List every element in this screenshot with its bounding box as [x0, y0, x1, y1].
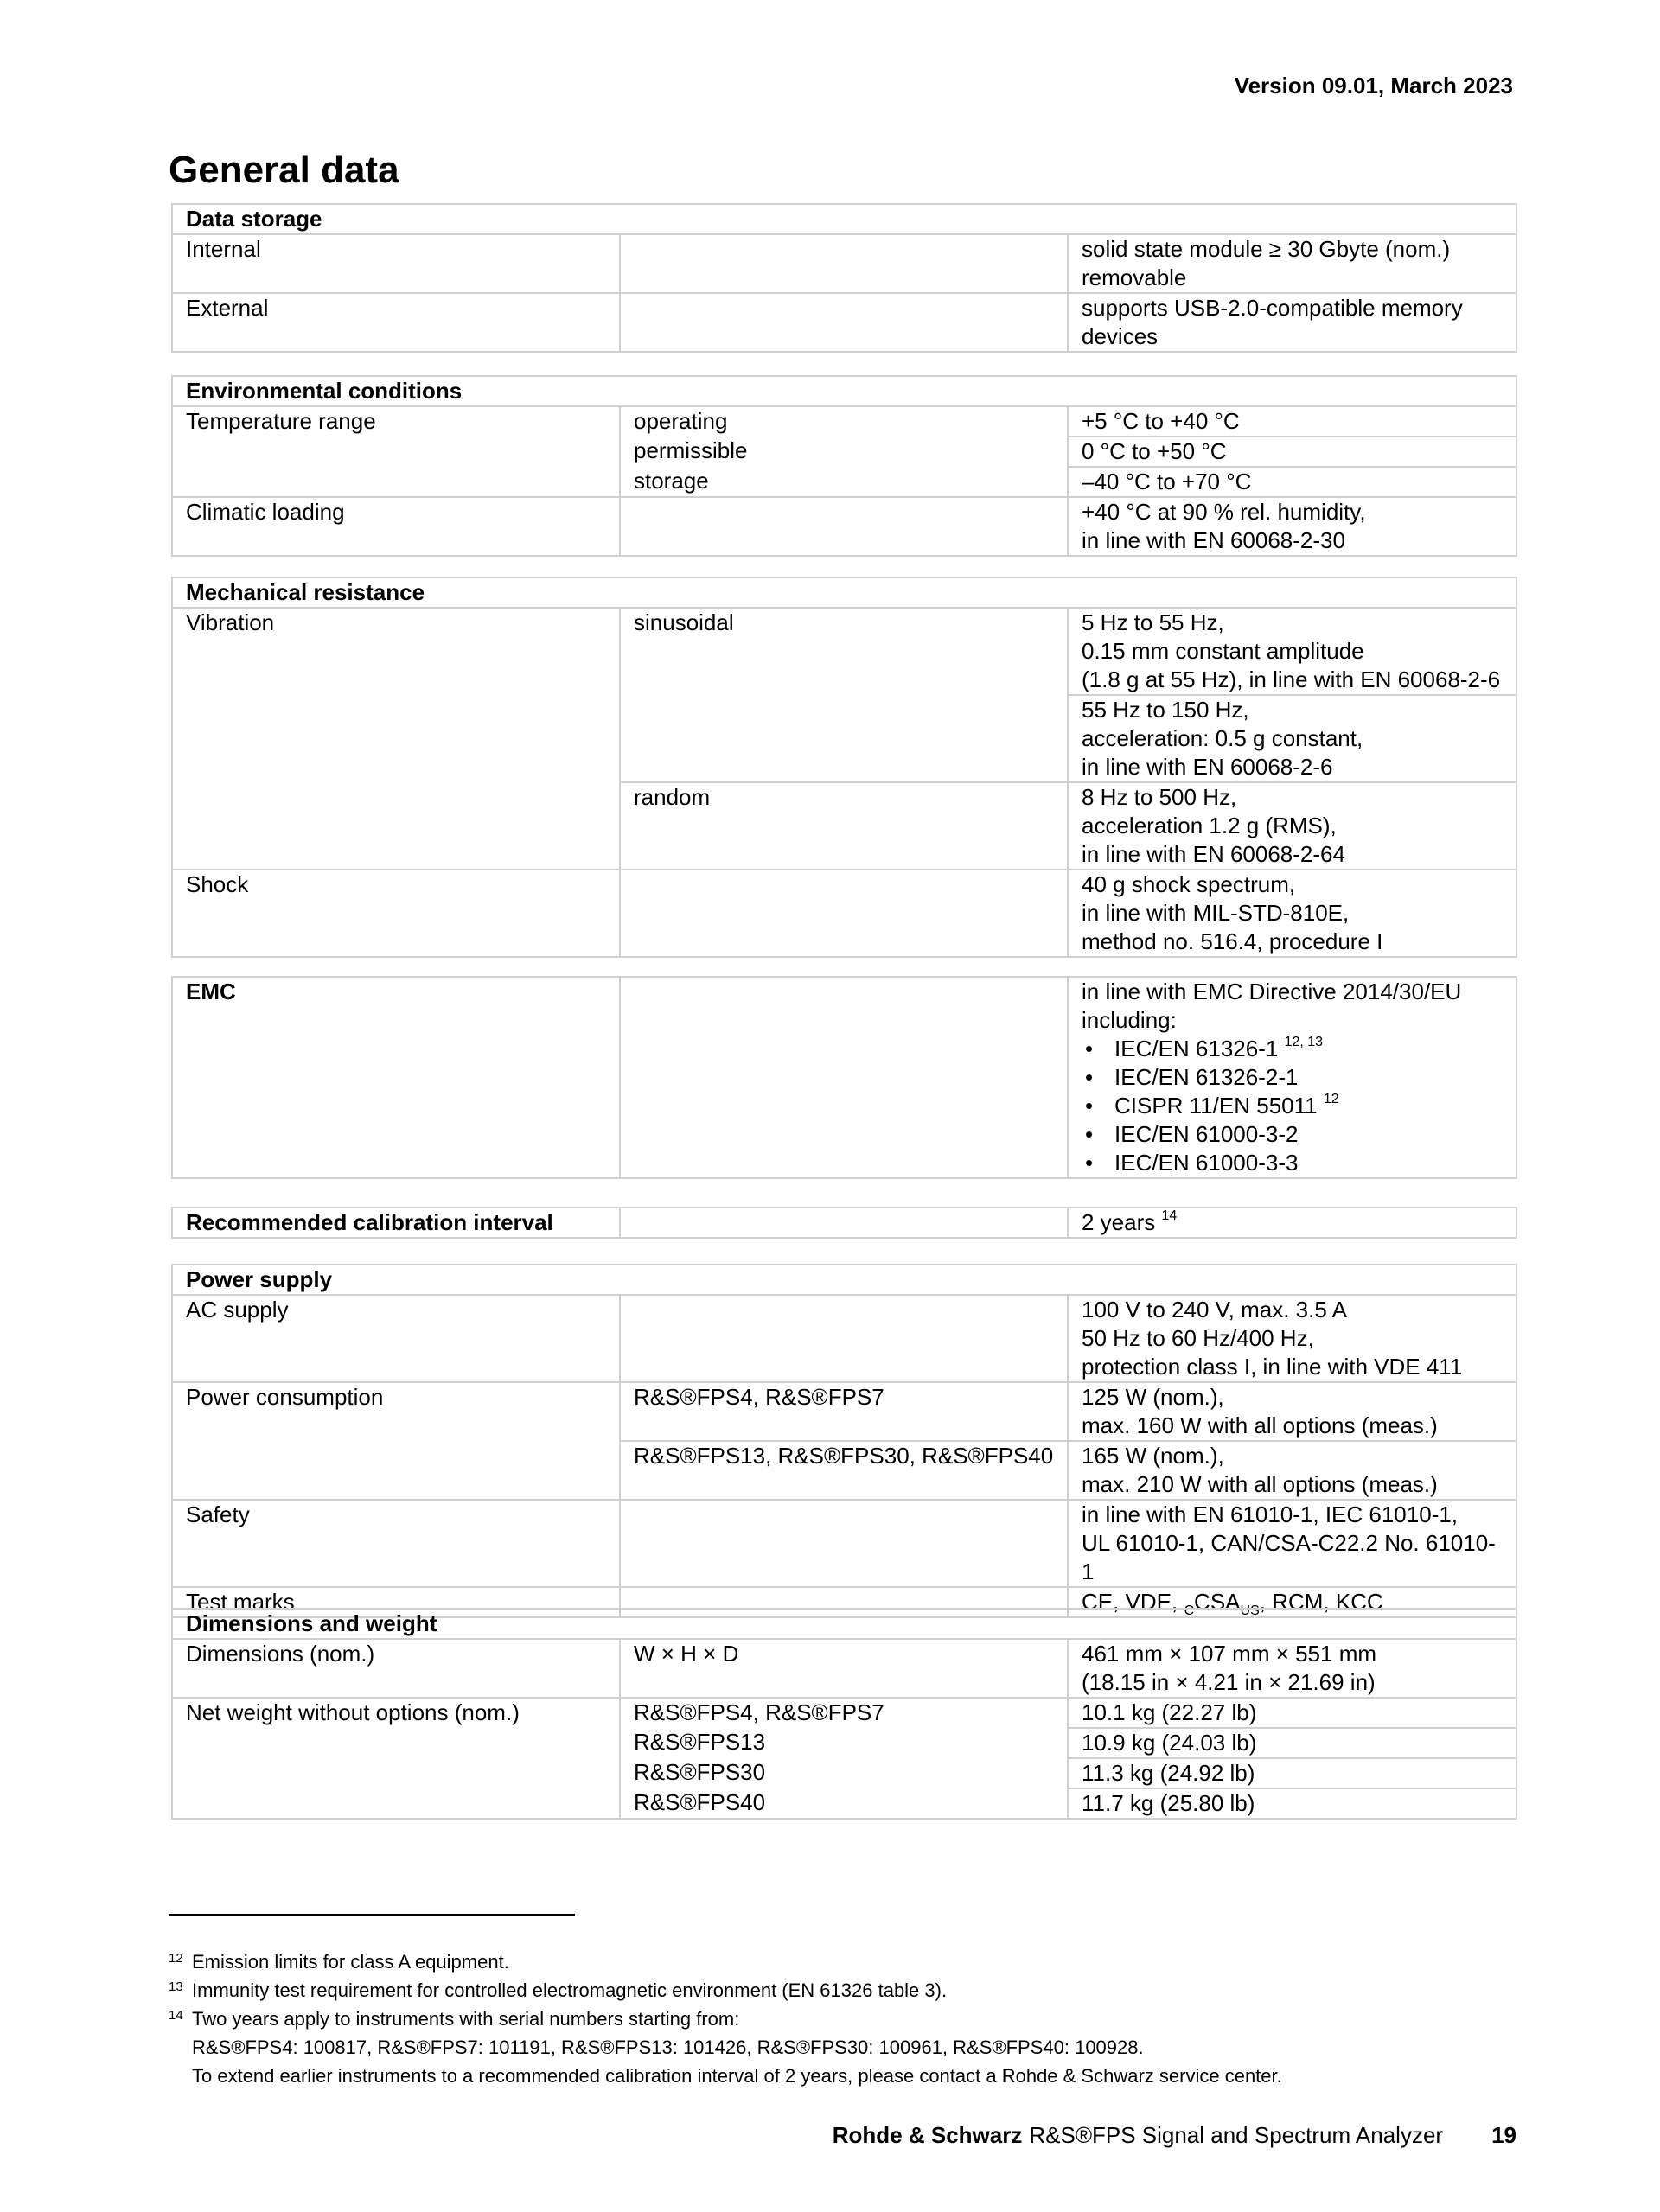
spec-value: +5 °C to +40 °C [1068, 406, 1516, 437]
list-item: • IEC/EN 61326-1 $^{12, 13}$ [1082, 1035, 1507, 1063]
spec-value: 55 Hz to 150 Hz, acceleration: 0.5 g constant, in line with EN 60068-2-6 [1068, 695, 1516, 782]
list-item: • CISPR 11/EN 55011 $^{12}$ [1082, 1092, 1507, 1120]
spec-value: +40 °C at 90 % rel. humidity, in line with EN 60068-2-30 [1068, 497, 1516, 556]
footnote-number: 13 [169, 1979, 183, 1994]
section-heading: Dimensions and weight [172, 1609, 1516, 1639]
footer-product: R&S®FPS Signal and Spectrum Analyzer [1029, 2122, 1444, 2148]
emc-table [171, 976, 1517, 1179]
page-title: General data [169, 149, 399, 191]
footnote-separator [169, 1914, 575, 1916]
footnote-13: 13 Immunity test requirement for controlled electromagnetic environment (EN 61326 table 3). [169, 1976, 1517, 2005]
spec-value: 5 Hz to 55 Hz, 0.15 mm constant amplitude (1.8 g at 55 Hz), in line with EN 60068-2-6 [1068, 608, 1516, 695]
spec-value: 40 g shock spectrum, in line with MIL-STD-810E, method no. 516.4, procedure I [1068, 870, 1516, 957]
spec-value: 2 years $^{14}$ [1068, 1208, 1516, 1238]
footnotes [169, 1947, 1517, 2090]
spec-value: –40 °C to +70 °C [1068, 467, 1516, 497]
spec-value: 100 V to 240 V, max. 3.5 A 50 Hz to 60 Hz/400 Hz, protection class I, in line with VDE 411 [1068, 1295, 1516, 1382]
spec-label: AC supply [172, 1295, 620, 1382]
section-heading: EMC [172, 977, 620, 1178]
spec-condition [620, 977, 1068, 1178]
spec-condition: operating [620, 406, 1068, 437]
spec-condition: R&S®FPS13, R&S®FPS30, R&S®FPS40 [620, 1441, 1068, 1500]
spec-condition: R&S®FPS4, R&S®FPS7 [620, 1698, 1068, 1728]
emc-standards-list [1082, 1035, 1507, 1177]
spec-label: Vibration [172, 608, 620, 870]
spec-condition: sinusoidal [620, 608, 1068, 782]
page-footer [830, 2122, 1516, 2149]
spec-label: Net weight without options (nom.) [172, 1698, 620, 1819]
spec-value: CE, VDE, $_CCSA_{US}$, RCM, KCC [1068, 1587, 1516, 1617]
spec-label: Internal [172, 234, 620, 293]
mechanical-table [171, 577, 1517, 958]
footnote-12: 12 Emission limits for class A equipment. [169, 1947, 1517, 1976]
footnote-14: 14 Two years apply to instruments with serial numbers starting from: R&S®FPS4: 100817, R&S®FPS7: 101191, R&S®FPS13: 101426, R&S®FPS30: 100961, R&S®FPS40: 100928. To extend earlier instruments to a recommended calibration interval of 2 years, please contact a Rohde & Schwarz service center. [169, 2005, 1517, 2090]
emc-value [1068, 977, 1516, 1178]
spec-label: Safety [172, 1500, 620, 1587]
spec-value: in line with EN 61010-1, IEC 61010-1, UL 61010-1, CAN/CSA-C22.2 No. 61010-1 [1068, 1500, 1516, 1587]
footnote-number: 12 [169, 1951, 183, 1966]
section-heading: Data storage [172, 204, 1516, 234]
spec-label: Climatic loading [172, 497, 620, 556]
footer-brand: Rohde & Schwarz [832, 2122, 1023, 2148]
list-item: • IEC/EN 61000-3-3 [1082, 1149, 1507, 1177]
spec-value: 11.7 kg (25.80 lb) [1068, 1788, 1516, 1819]
spec-condition [620, 293, 1068, 352]
spec-condition: permissible [620, 437, 1068, 467]
spec-value: 0 °C to +50 °C [1068, 437, 1516, 467]
spec-value: 10.1 kg (22.27 lb) [1068, 1698, 1516, 1728]
section-heading: Power supply [172, 1265, 1516, 1295]
list-item: • IEC/EN 61000-3-2 [1082, 1120, 1507, 1149]
spec-condition: random [620, 782, 1068, 870]
spec-value: 165 W (nom.), max. 210 W with all options (meas.) [1068, 1441, 1516, 1500]
spec-label: External [172, 293, 620, 352]
spec-condition: R&S®FPS4, R&S®FPS7 [620, 1382, 1068, 1441]
spec-value: 461 mm × 107 mm × 551 mm (18.15 in × 4.21 in × 21.69 in) [1068, 1639, 1516, 1698]
spec-condition [620, 870, 1068, 957]
spec-label: Dimensions (nom.) [172, 1639, 620, 1698]
spec-label: Temperature range [172, 406, 620, 497]
calibration-table [171, 1207, 1517, 1239]
spec-value: supports USB-2.0-compatible memory devices [1068, 293, 1516, 352]
document-version: Version 09.01, March 2023 [1234, 73, 1513, 99]
spec-condition: storage [620, 467, 1068, 497]
spec-condition [620, 1295, 1068, 1382]
section-heading: Recommended calibration interval [172, 1208, 620, 1238]
spec-label: Shock [172, 870, 620, 957]
dimensions-table [171, 1608, 1517, 1820]
data-storage-table [171, 203, 1517, 353]
spec-value: solid state module ≥ 30 Gbyte (nom.) removable [1068, 234, 1516, 293]
spec-condition [620, 234, 1068, 293]
spec-condition [620, 497, 1068, 556]
page-number: 19 [1491, 2122, 1516, 2148]
spec-condition: W × H × D [620, 1639, 1068, 1698]
footnote-number: 14 [169, 2008, 183, 2023]
power-supply-table [171, 1264, 1517, 1618]
spec-value: 10.9 kg (24.03 lb) [1068, 1728, 1516, 1758]
spec-condition: R&S®FPS13 [620, 1728, 1068, 1758]
section-heading: Mechanical resistance [172, 577, 1516, 608]
list-item: • IEC/EN 61326-2-1 [1082, 1063, 1507, 1092]
emc-intro: in line with EMC Directive 2014/30/EU including: [1082, 979, 1462, 1033]
spec-value: 125 W (nom.), max. 160 W with all options (meas.) [1068, 1382, 1516, 1441]
spec-label: Power consumption [172, 1382, 620, 1500]
spec-condition [620, 1208, 1068, 1238]
environmental-table [171, 375, 1517, 557]
spec-value: 8 Hz to 500 Hz, acceleration 1.2 g (RMS), in line with EN 60068-2-64 [1068, 782, 1516, 870]
spec-value: 11.3 kg (24.92 lb) [1068, 1758, 1516, 1788]
spec-condition [620, 1500, 1068, 1587]
spec-label: Test marks [172, 1587, 620, 1617]
spec-condition: R&S®FPS30 [620, 1758, 1068, 1788]
section-heading: Environmental conditions [172, 376, 1516, 406]
spec-condition: R&S®FPS40 [620, 1788, 1068, 1819]
